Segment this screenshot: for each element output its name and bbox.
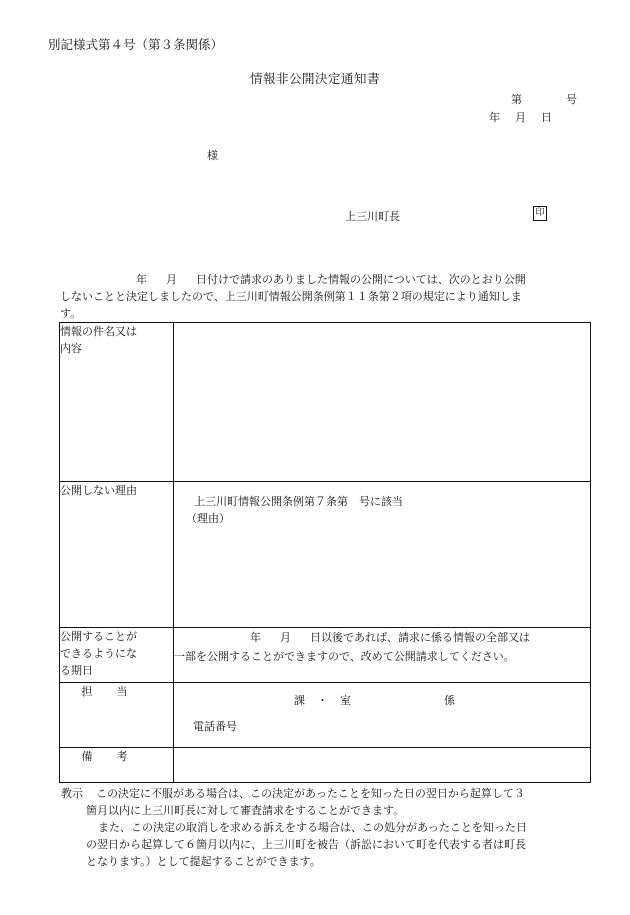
- remarks-label-text: 備考: [81, 750, 152, 763]
- tanto-phone-label: 電話番号: [193, 720, 237, 733]
- info-value-cell[interactable]: [174, 323, 591, 482]
- notice-line-3: [61, 819, 601, 836]
- date-month: 月: [515, 111, 526, 124]
- reason-label: 公開しない理由: [60, 482, 174, 628]
- date-day: 日: [541, 111, 552, 124]
- tanto-label-text: 担当: [81, 685, 152, 698]
- remarks-label: [60, 748, 174, 783]
- tanto-staff: 係: [444, 694, 455, 707]
- intro-month: 月: [166, 273, 177, 286]
- intro-year: 年: [136, 273, 147, 286]
- notice-line-4-text: の翌日から起算して６箇月以内に、上三川町を被告（訴訟において町を代表する者は町長: [86, 838, 526, 851]
- number-prefix: 第: [511, 93, 522, 106]
- info-row: [60, 323, 591, 482]
- notice-line-1: [61, 785, 601, 802]
- intro-line-2: しないことと決定しましたので、上三川町情報公開条例第１１条第２項の規定により通知しま: [60, 290, 522, 303]
- addressee-suffix: 様: [207, 149, 218, 162]
- period-label-line-1: 公開することが: [60, 630, 137, 643]
- period-label-line-3: る期日: [60, 664, 93, 677]
- reason-row: [60, 482, 591, 628]
- period-label: [60, 628, 174, 683]
- intro-paragraph: [60, 271, 594, 322]
- date-year: 年: [489, 111, 500, 124]
- notice-line-1-text: この決定に不服がある場合は、この決定があったことを知った日の翌日から起算して３: [96, 787, 525, 800]
- period-line-1: [174, 628, 590, 647]
- period-label-line-2: できるようにな: [60, 647, 137, 660]
- notice-label: 教示: [61, 787, 83, 800]
- notice-line-4: [61, 836, 601, 853]
- intro-line-1-rest: 日付けで請求のありました情報の公開については、次のとおり公開: [196, 273, 526, 286]
- reason-sub-label: （理由）: [186, 512, 230, 525]
- notice-line-3-text: また、この決定の取消しを求める訴えをする場合は、この処分があったことを知った日: [98, 821, 527, 834]
- period-year: 年: [250, 631, 261, 644]
- period-month: 月: [280, 631, 291, 644]
- tanto-label: [60, 683, 174, 748]
- period-value-cell[interactable]: [174, 628, 591, 683]
- remarks-row: [60, 748, 591, 783]
- period-line-1-rest: 日以後であれば、請求に係る情報の全部又は: [310, 631, 530, 644]
- seal-stamp: 印: [533, 206, 547, 221]
- appeal-notice: [61, 785, 601, 870]
- tanto-value-cell[interactable]: [174, 683, 591, 748]
- form-identifier: 別記様式第４号（第３条関係）: [48, 37, 224, 52]
- notice-line-2-text: 箇月以内に上三川町長に対して審査請求をすることができます。: [86, 804, 405, 817]
- info-label-line-1: 情報の件名又は: [60, 325, 137, 338]
- number-suffix: 号: [566, 93, 577, 106]
- period-line-2: 一部を公開することができますので、改めて公開請求してください。: [174, 650, 515, 663]
- document-title: 情報非公開決定通知書: [249, 71, 380, 86]
- intro-line-1: [60, 271, 594, 288]
- intro-line-3: す。: [60, 307, 82, 320]
- remarks-value-cell[interactable]: [174, 748, 591, 783]
- tanto-section: 課・室: [294, 694, 363, 707]
- info-label: [60, 323, 174, 482]
- notice-line-5: [61, 853, 601, 870]
- notice-line-2: [61, 802, 601, 819]
- info-label-line-2: 内容: [60, 342, 82, 355]
- decision-table: [59, 322, 591, 783]
- period-row: [60, 628, 591, 683]
- reason-article: 上三川町情報公開条例第７条第 号に該当: [194, 495, 403, 508]
- notice-line-5-text: となります。）として提起することができます。: [86, 855, 321, 868]
- reason-value-cell[interactable]: [174, 482, 591, 628]
- tanto-row: [60, 683, 591, 748]
- document-number-line: [511, 94, 577, 105]
- document-date-line: [489, 112, 552, 123]
- tanto-dept-line: [294, 695, 455, 706]
- issuer-name: 上三川町長: [345, 210, 400, 223]
